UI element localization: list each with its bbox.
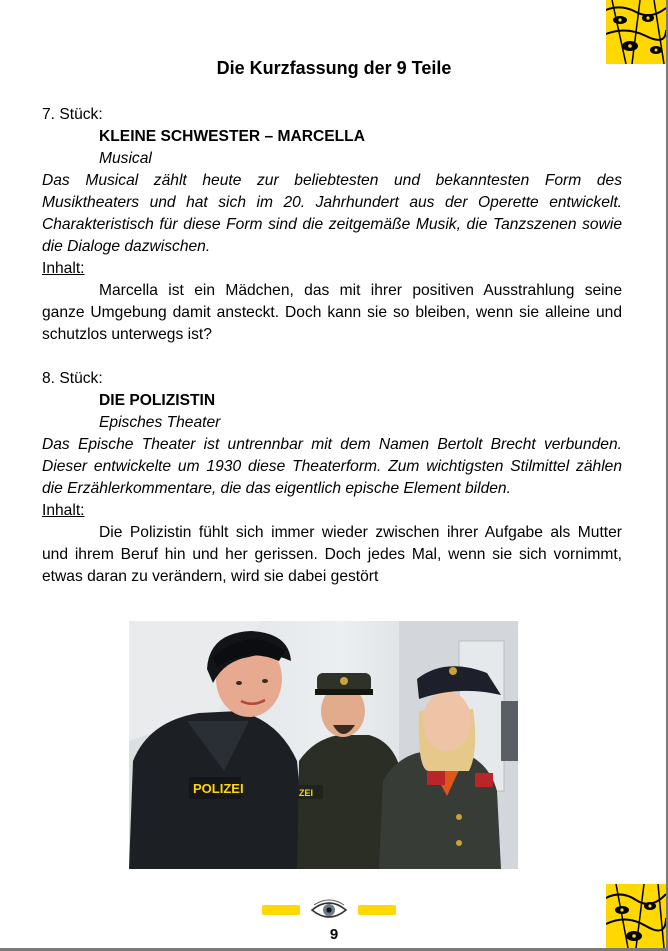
content-label: Inhalt:	[42, 502, 85, 519]
part-genre: Musical	[99, 150, 152, 167]
part-title: DIE POLIZISTIN	[99, 392, 216, 409]
content-line: Die Polizistin fühlt sich immer wieder zwischen ihrer Aufgabe als Mutter	[99, 524, 622, 541]
content-line: und ihrem Beruf hin und her gerissen. Doch jedes Mal, wenn sie sich vornimmt,	[42, 546, 622, 563]
genre-desc-line: die Dialoge dazwischen.	[42, 238, 211, 255]
genre-desc-line: Dieser entwickelte um 1930 diese Theaterform. Zum wichtigsten Stilmittel zählen	[42, 458, 622, 475]
play-photo	[129, 621, 518, 869]
footer-bar-right	[358, 905, 396, 915]
genre-desc-line: Charakteristisch für diese Form sind die zeitgemäße Musik, die Tanzszenen sowie	[42, 216, 622, 233]
badge-text-zei: ZEI	[299, 788, 314, 798]
content-line: Marcella ist ein Mädchen, das mit ihrer positiven Ausstrahlung seine	[99, 282, 622, 299]
genre-desc-line: Das Musical zählt heute zur beliebtesten und bekanntesten Form des	[42, 172, 622, 189]
part-8	[42, 368, 622, 588]
page-title: Die Kurzfassung der 9 Teile	[216, 58, 452, 78]
part-genre: Episches Theater	[99, 414, 221, 431]
badge-text-polizei: POLIZEI	[193, 781, 244, 796]
corner-decoration-top	[606, 0, 666, 64]
content-line: etwas daran zu verändern, wird sie dabei gestört	[42, 568, 379, 585]
genre-desc-line: Das Epische Theater ist untrennbar mit dem Namen Bertolt Brecht verbunden.	[42, 436, 622, 453]
part-7	[42, 104, 622, 346]
part-title: KLEINE SCHWESTER – MARCELLA	[99, 128, 365, 145]
content-line: ganze Umgebung damit ansteckt. Doch kann sie so bleiben, wenn sie alleine und	[42, 304, 622, 321]
eye-icon	[310, 899, 348, 921]
part-number: 7. Stück:	[42, 106, 103, 123]
footer-bar-left	[262, 905, 300, 915]
genre-desc-line: die Erzählerkommentare, die das eigentlich epische Element bilden.	[42, 480, 511, 497]
part-number: 8. Stück:	[42, 370, 103, 387]
content-label: Inhalt:	[42, 260, 85, 277]
content-line: schutzlos unterwegs ist?	[42, 326, 212, 343]
page-number: 9	[329, 926, 339, 943]
genre-desc-line: Musiktheaters und hat sich im 20. Jahrhundert aus der Operette entwickelt.	[42, 194, 622, 211]
